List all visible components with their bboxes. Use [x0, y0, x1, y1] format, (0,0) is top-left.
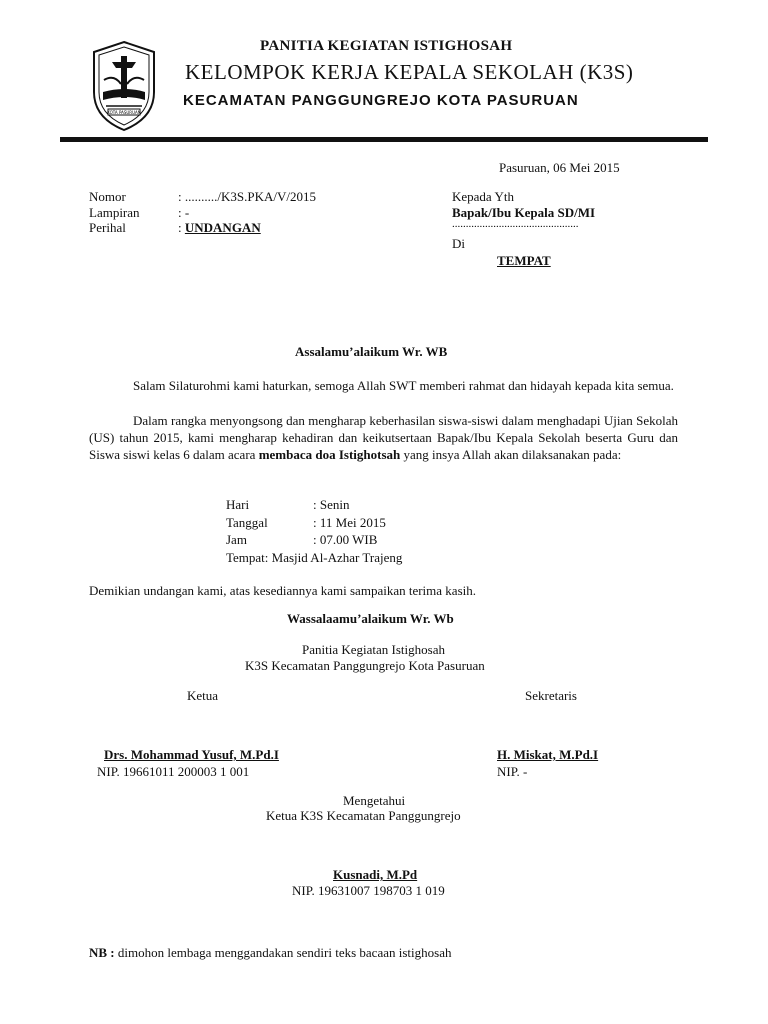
nomor-label: Nomor [89, 189, 126, 204]
body-paragraph-2 [89, 412, 678, 463]
footnote-text: dimohon lembaga menggandakan sendiri teks bacaan istighosah [114, 945, 452, 960]
sekretaris-title: Sekretaris [525, 688, 577, 703]
hari-value: : Senin [313, 497, 350, 512]
closing-text: Demikian undangan kami, atas kesediannya kami sampaikan terima kasih. [89, 583, 476, 598]
ketua-nip: NIP. 19661011 200003 1 001 [97, 764, 250, 779]
committee-line2: K3S Kecamatan Panggungrejo Kota Pasuruan [245, 658, 485, 673]
letterhead-line3: KECAMATAN PANGGUNGREJO KOTA PASURUAN [183, 92, 579, 109]
recipient-tempat: TEMPAT [497, 253, 551, 268]
emblem-icon [88, 40, 160, 132]
mengetahui-title: Ketua K3S Kecamatan Panggungrejo [266, 808, 461, 823]
p2-bold: membaca doa Istighotsah [258, 447, 401, 462]
committee-line1: Panitia Kegiatan Istighosah [302, 642, 445, 657]
letterhead-line2: KELOMPOK KERJA KEPALA SEKOLAH (K3S) [185, 60, 634, 84]
recipient-dots: .............................................. [452, 218, 579, 230]
body-paragraph-1: Salam Silaturohmi kami haturkan, semoga Allah SWT memberi rahmat dan hidayah kepada kita semua. [133, 378, 674, 393]
kepada-yth: Kepada Yth [452, 189, 514, 204]
p2-after: yang insya Allah akan dilaksanakan pada: [400, 447, 622, 462]
header-divider [60, 137, 708, 142]
hari-label: Hari [226, 497, 250, 512]
perihal-value: UNDANGAN [184, 220, 261, 235]
lampiran-value: : - [178, 205, 190, 220]
p2-before: Dalam rangka menyongsong dan mengharap keberhasilan siswa-siswi dalam menghadapi Ujian Sekolah (US) tahun 2015, kami mengharap kehadiran dan keikutsertaan Bapak/Ibu Kepala Sekolah beserta Guru dan Siswa siswi kelas 6 dalam acara [89, 413, 678, 462]
recipient-di: Di [452, 236, 465, 251]
recipient-name: Bapak/Ibu Kepala SD/MI [452, 205, 596, 220]
footnote-label: NB : [89, 945, 115, 960]
lampiran-label: Lampiran [89, 205, 140, 220]
svg-text:KOTA PASURUAN: KOTA PASURUAN [107, 110, 141, 115]
footnote [89, 945, 451, 961]
emblem-logo [88, 40, 160, 132]
nomor-value: : ........../K3S.PKA/V/2015 [178, 189, 316, 204]
mengetahui-nip: NIP. 19631007 198703 1 019 [292, 883, 445, 898]
ketua-name: Drs. Mohammad Yusuf, M.Pd.I [104, 747, 279, 762]
tanggal-label: Tanggal [226, 515, 268, 530]
mengetahui-name: Kusnadi, M.Pd [333, 867, 418, 882]
date-place: Pasuruan, 06 Mei 2015 [499, 160, 620, 175]
greeting: Assalamu’alaikum Wr. WB [295, 344, 448, 359]
sekretaris-nip: NIP. - [497, 764, 528, 779]
perihal-label: Perihal [89, 220, 126, 235]
closing-greeting: Wassalaamu’alaikum Wr. Wb [287, 611, 454, 626]
tempat-line: Tempat: Masjid Al-Azhar Trajeng [226, 550, 403, 565]
jam-label: Jam [226, 532, 247, 547]
mengetahui-label: Mengetahui [343, 793, 406, 808]
jam-value: : 07.00 WIB [313, 532, 378, 547]
tanggal-value: : 11 Mei 2015 [313, 515, 386, 530]
perihal-row [178, 220, 261, 236]
letterhead-line1: PANITIA KEGIATAN ISTIGHOSAH [260, 38, 513, 54]
sekretaris-name: H. Miskat, M.Pd.I [497, 747, 599, 762]
ketua-title: Ketua [187, 688, 219, 703]
perihal-colon: : [178, 220, 185, 235]
